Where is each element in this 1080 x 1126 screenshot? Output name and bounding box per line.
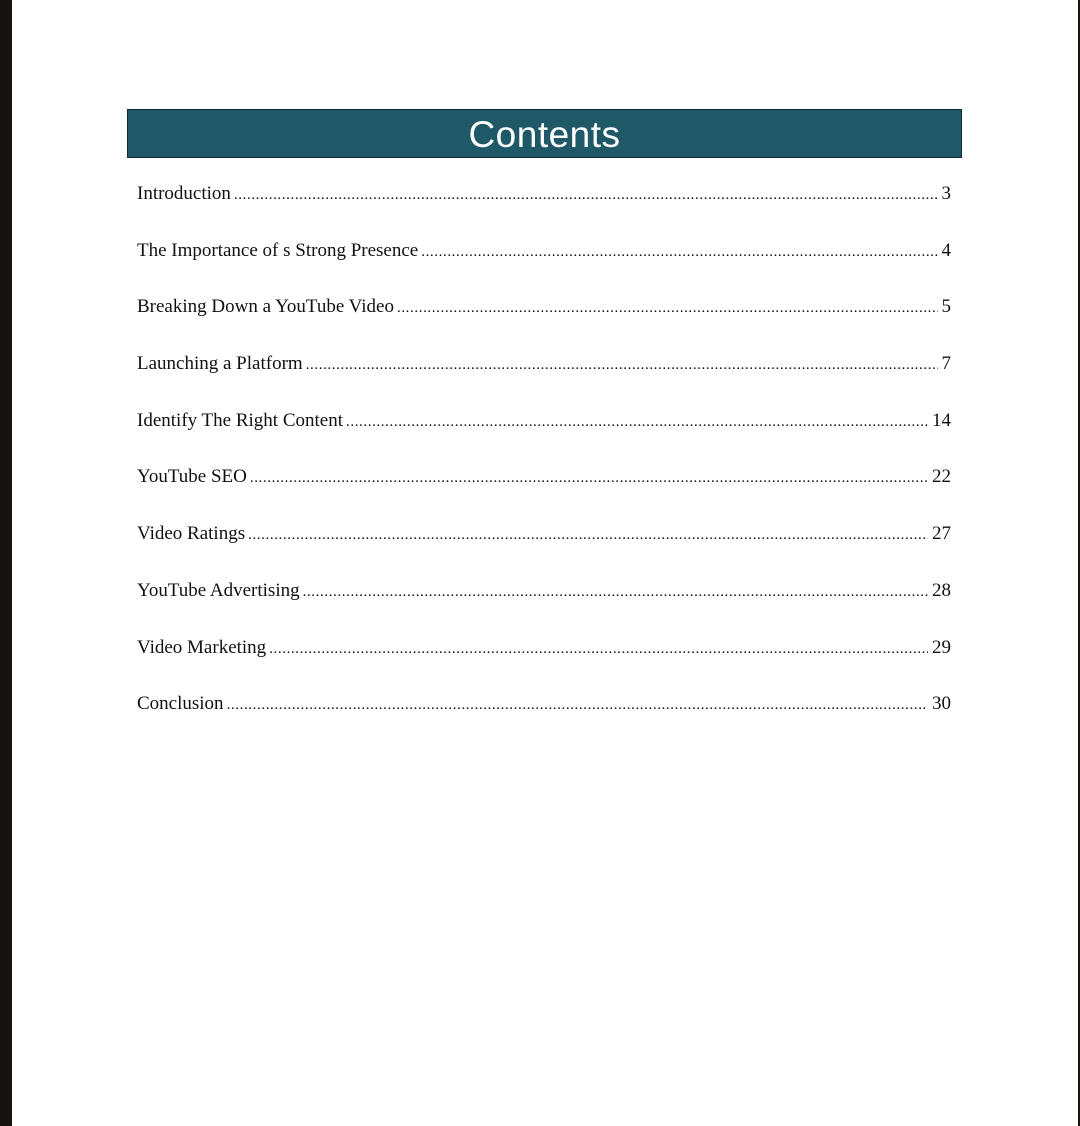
toc-entry-label: Breaking Down a YouTube Video	[137, 296, 394, 318]
toc-entry-label: Launching a Platform	[137, 353, 303, 375]
toc-dot-leader	[227, 697, 928, 714]
toc-dot-leader	[248, 527, 928, 544]
toc-entry-introduction[interactable]	[137, 183, 951, 240]
toc-dot-leader	[250, 470, 928, 487]
toc-entry-youtube-advertising[interactable]	[137, 580, 951, 637]
document-page	[12, 0, 1078, 1126]
toc-dot-leader	[234, 187, 938, 204]
toc-entry-label: YouTube Advertising	[137, 579, 300, 601]
toc-dot-leader	[303, 584, 928, 601]
toc-entry-label: The Importance of s Strong Presence	[137, 239, 419, 261]
contents-title: Contents	[468, 114, 621, 155]
toc-entry-breaking-down-video[interactable]	[137, 296, 951, 353]
toc-entry-label: Video Marketing	[137, 636, 267, 658]
toc-entry-conclusion[interactable]	[137, 693, 951, 750]
toc-page-number: 14	[932, 409, 951, 431]
toc-page-number: 30	[932, 693, 951, 715]
toc-page-number: 3	[941, 183, 951, 204]
toc-dot-leader	[306, 357, 938, 374]
toc-entry-youtube-seo[interactable]	[137, 466, 951, 523]
contents-title-bar	[127, 109, 962, 158]
toc-page-number: 7	[941, 353, 951, 375]
toc-entry-label: Conclusion	[137, 693, 224, 715]
toc-page-number: 27	[932, 523, 951, 545]
toc-dot-leader	[346, 414, 928, 431]
toc-page-number: 29	[932, 636, 951, 658]
toc-entry-video-ratings[interactable]	[137, 523, 951, 580]
toc-page-number: 5	[941, 296, 951, 318]
toc-dot-leader	[397, 300, 938, 317]
toc-entry-launching-platform[interactable]	[137, 353, 951, 410]
toc-entry-importance-of-presence[interactable]	[137, 240, 951, 297]
table-of-contents	[137, 183, 951, 750]
toc-dot-leader	[421, 244, 937, 261]
toc-page-number: 22	[932, 466, 951, 488]
toc-entry-label: Video Ratings	[137, 523, 246, 545]
toc-page-number: 4	[941, 239, 951, 261]
toc-entry-video-marketing[interactable]	[137, 637, 951, 694]
toc-entry-label: Identify The Right Content	[137, 409, 343, 431]
toc-page-number: 28	[932, 579, 951, 601]
toc-dot-leader	[269, 641, 928, 658]
toc-entry-label: YouTube SEO	[137, 466, 247, 488]
toc-entry-label: Introduction	[137, 183, 231, 204]
toc-entry-identify-content[interactable]	[137, 410, 951, 467]
